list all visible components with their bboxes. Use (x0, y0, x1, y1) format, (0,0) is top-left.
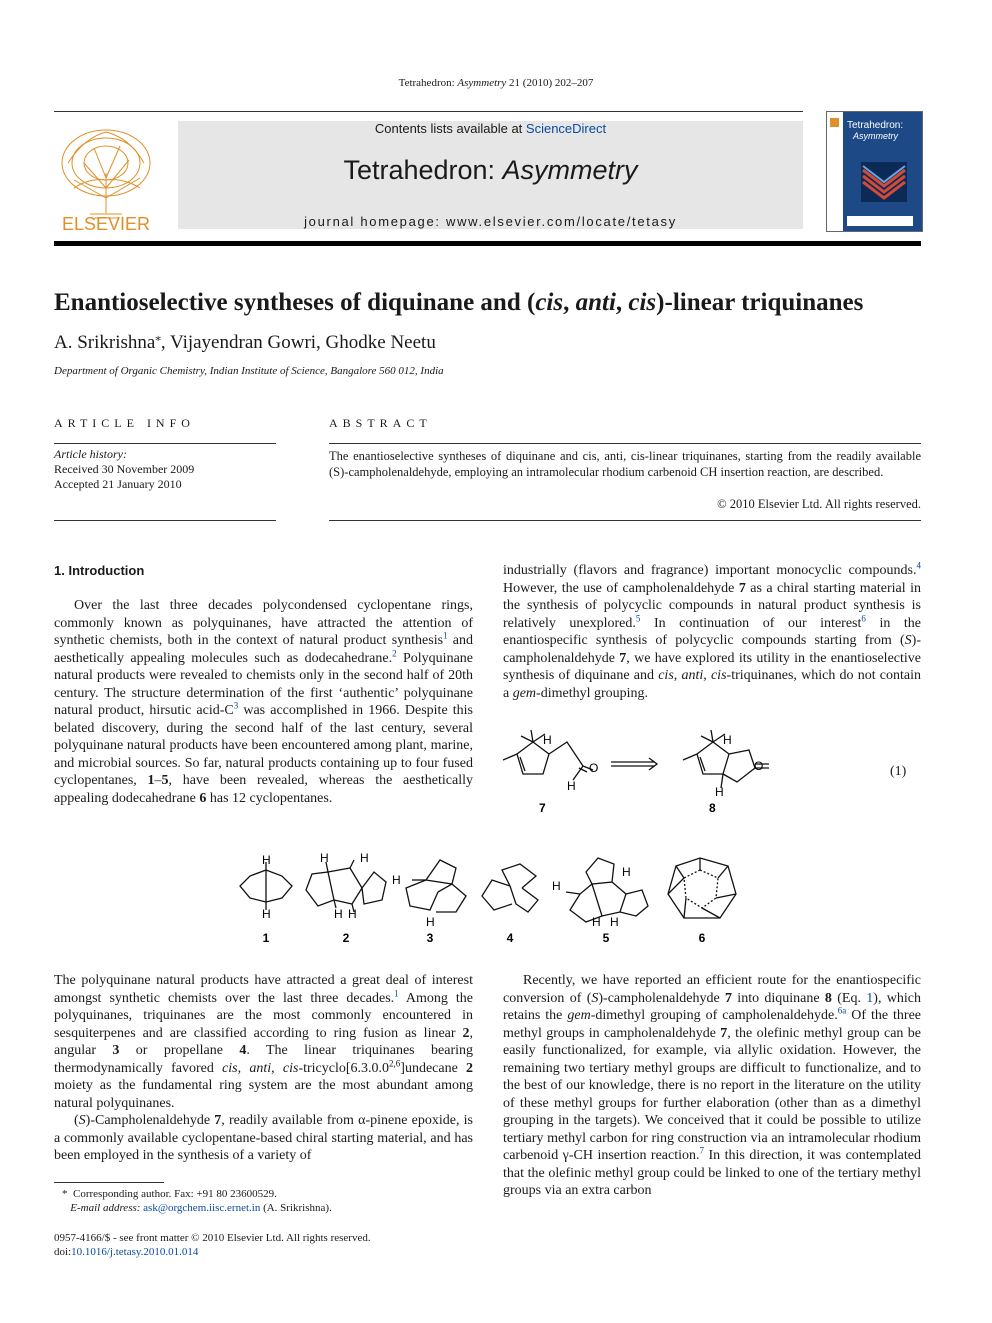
publisher-name: ELSEVIER (61, 214, 151, 233)
structure-1 (240, 862, 292, 910)
atom-h-5-a: H (552, 879, 561, 893)
structure-label-3: 3 (426, 931, 434, 945)
abstract-copyright: © 2010 Elsevier Ltd. All rights reserved. (717, 497, 921, 511)
cover-art (861, 162, 907, 202)
footnote-rule (54, 1182, 164, 1183)
atom-h-5-b: H (622, 865, 631, 879)
front-matter-footer: 0957-4166/$ - see front matter © 2010 Elsevier Ltd. All rights reserved. doi:10.1016/j.tetasy.2010.01.014 (54, 1232, 371, 1258)
journal-title: Tetrahedron: Asymmetry (343, 155, 638, 185)
scheme-equation-1 (503, 728, 803, 818)
atom-h-5-c: H (592, 915, 601, 929)
sciencedirect-link[interactable]: ScienceDirect (525, 121, 607, 136)
atom-h-8-bottom: H (715, 785, 724, 799)
atom-o-7: O (589, 761, 599, 775)
abstract-text: The enantioselective syntheses of diquinane and cis, anti, cis-linear triquinanes, starting from the readily available (S)-campholenaldehyde, employing an intramolecular rhodium carbenoid CH insertion reaction, are described. (329, 449, 921, 479)
atom-h-3: H (392, 873, 401, 887)
atom-h-1-bottom: H (262, 907, 271, 921)
author-email-link[interactable]: ask@orgchem.iisc.ernet.in (143, 1202, 261, 1214)
structure-2 (306, 860, 386, 912)
intro-paragraph-1-continued: industrially (flavors and fragrance) important monocyclic compounds.$^4$ However, the use of campholenaldehyde 7 as a chiral starting material in the synthesis of polycyclic compounds in natural product synthesis is relatively unexplored.$^5$ In continuation of our interest$^6$ in the enantiospecific synthesis of polycyclic compounds starting from (S)-campholenaldehyde 7, we have explored its utility in the enantioselective synthesis of diquinane and cis, anti, cis-triquinanes, which do not contain a gem-dimethyl grouping. (503, 560, 922, 701)
atom-h-8-top: H (723, 733, 732, 747)
atom-h-5-d: H (610, 915, 619, 929)
atom-h-2-c: H (334, 907, 343, 921)
atom-h-7: H (543, 733, 552, 747)
corresponding-author-footnote: * Corresponding author. Fax: +91 80 23600529. E-mail address: ask@orgchem.iisc.ernet.in (A. Srikrishna). (62, 1188, 332, 1214)
structure-6 (668, 858, 736, 918)
structure-3 (406, 860, 466, 912)
info-rule-bottom (54, 520, 276, 521)
article-title: Enantioselective syntheses of diquinane and (cis, anti, cis)-linear triquinanes (54, 289, 864, 316)
running-header: Tetrahedron: Asymmetry 21 (2010) 202–207 (398, 77, 594, 89)
bicyclic-ring-8-right (723, 750, 755, 782)
intro-paragraph-1: Over the last three decades polycondensed cyclopentane rings, commonly known as polyquinanes, have attracted the attention of synthetic chemists, both in the context of natural product synthesis$^1$ and aesthetically appealing molecules such as dodecahedrane.$^2$ Polyquinane natural products were revealed to chemists only in the second half of 20th century. The structure determination of the first ‘authentic’ polyquinane natural product, hirsutic acid-$C^3$ was accomplished in 1966. Despite this belated discovery, during the second half of the last century, several polyquinane natural products have been encountered among plant, marine, and microbial sources. So far, natural products containing up to four fused cyclopentanes, 1–5, have been revealed, whereas the aesthetically appealing dodecahedrane 6 has 12 cyclopentanes. (54, 598, 474, 806)
cover-subtitle: Asymmetry (853, 131, 898, 141)
structure-label-5: 5 (602, 931, 610, 945)
atom-h-2-d: H (348, 907, 357, 921)
intro-paragraph-2: The polyquinane natural products have attracted a great deal of interest amongst synthetic chemists over the last three decades.$^1$ Among the polyquinanes, triquinanes are the most commonly encountered in sesquiterpenes and are classified according to ring fusion as linear 2, angular 3 or propellane 4. The linear triquinanes bearing thermodynamically favored cis, anti, cis-tricyclo[6.3.0.0$^{2,6}$]undecane 2 moiety as the fundamental ring system are the most abundant among natural polyquinanes. (S)-Campholenaldehyde 7, readily available from α-pinene epoxide, is a commonly available cyclopentane-based chiral starting material, and has been employed in the synthesis of a variety of (54, 973, 474, 1163)
structure-label-4: 4 (506, 931, 514, 945)
structure-label-6: 6 (698, 931, 706, 945)
structure-label-2: 2 (342, 931, 350, 945)
elsevier-tree-logo (54, 118, 158, 233)
contents-line: Contents lists available at ScienceDirect (374, 121, 607, 136)
atom-h-aldehyde: H (567, 779, 576, 793)
atom-h-2-b: H (360, 851, 369, 865)
structure-5 (566, 858, 648, 922)
abstract-rule-top (329, 443, 921, 444)
atom-h-3-b: H (426, 915, 435, 929)
header-rule (54, 111, 803, 112)
polyquinane-structures-figure (230, 850, 750, 950)
article-info-heading: ARTICLE INFO (54, 416, 195, 430)
compound-label-8: 8 (709, 801, 716, 815)
affiliation: Department of Organic Chemistry, Indian Institute of Science, Bangalore 560 012, India (54, 365, 444, 377)
info-rule-top (54, 443, 276, 444)
journal-cover (826, 111, 923, 232)
equation-number: (1) (890, 764, 907, 779)
compound-label-7: 7 (539, 801, 546, 815)
author-list: A. Srikrishna⁎, Vijayendran Gowri, Ghodke Neetu (54, 331, 436, 353)
atom-h-1-top: H (262, 853, 271, 867)
structure-label-1: 1 (262, 931, 270, 945)
atom-o-8: O (754, 759, 764, 773)
header-thick-bar (54, 241, 921, 246)
article-history: Article history: Received 30 November 2009 Accepted 21 January 2010 (54, 447, 195, 491)
section-heading-introduction: 1. Introduction (54, 563, 145, 578)
doi-link[interactable]: 10.1016/j.tetasy.2010.01.014 (71, 1246, 199, 1258)
cover-title: Tetrahedron: (847, 120, 904, 131)
atom-h-2-a: H (320, 851, 329, 865)
abstract-heading: ABSTRACT (329, 416, 432, 430)
structure-4 (482, 864, 538, 912)
journal-homepage[interactable]: journal homepage: www.elsevier.com/locate/tetasy (304, 214, 677, 229)
abstract-rule-bottom (329, 520, 921, 521)
intro-paragraph-3: Recently, we have reported an efficient route for the enantiospecific conversion of (S)-campholenaldehyde 7 into diquinane 8 (Eq. 1), which retains the gem-dimethyl grouping of campholenaldehyde.$^{6a}$ Of the three methyl groups in campholenaldehyde 7, the olefinic methyl group can be easily functionalized, for example, via allylic oxidation. However, the remaining two tertiary methyl groups are difficult to functionalize, and to the best of our knowledge, there is no report in the literature on the utility of these methyl groups for further elaboration (other than as a dimethyl grouping in the targets). We conceived that it could be possible to utilize tertiary methyl carbon for ring construction via an intramolecular rhodium carbenoid γ-CH insertion reaction.$^7$ In this direction, it was contemplated that the olefinic methyl group could be linked to one of the tertiary methyl groups via an extra carbon (503, 973, 922, 1198)
